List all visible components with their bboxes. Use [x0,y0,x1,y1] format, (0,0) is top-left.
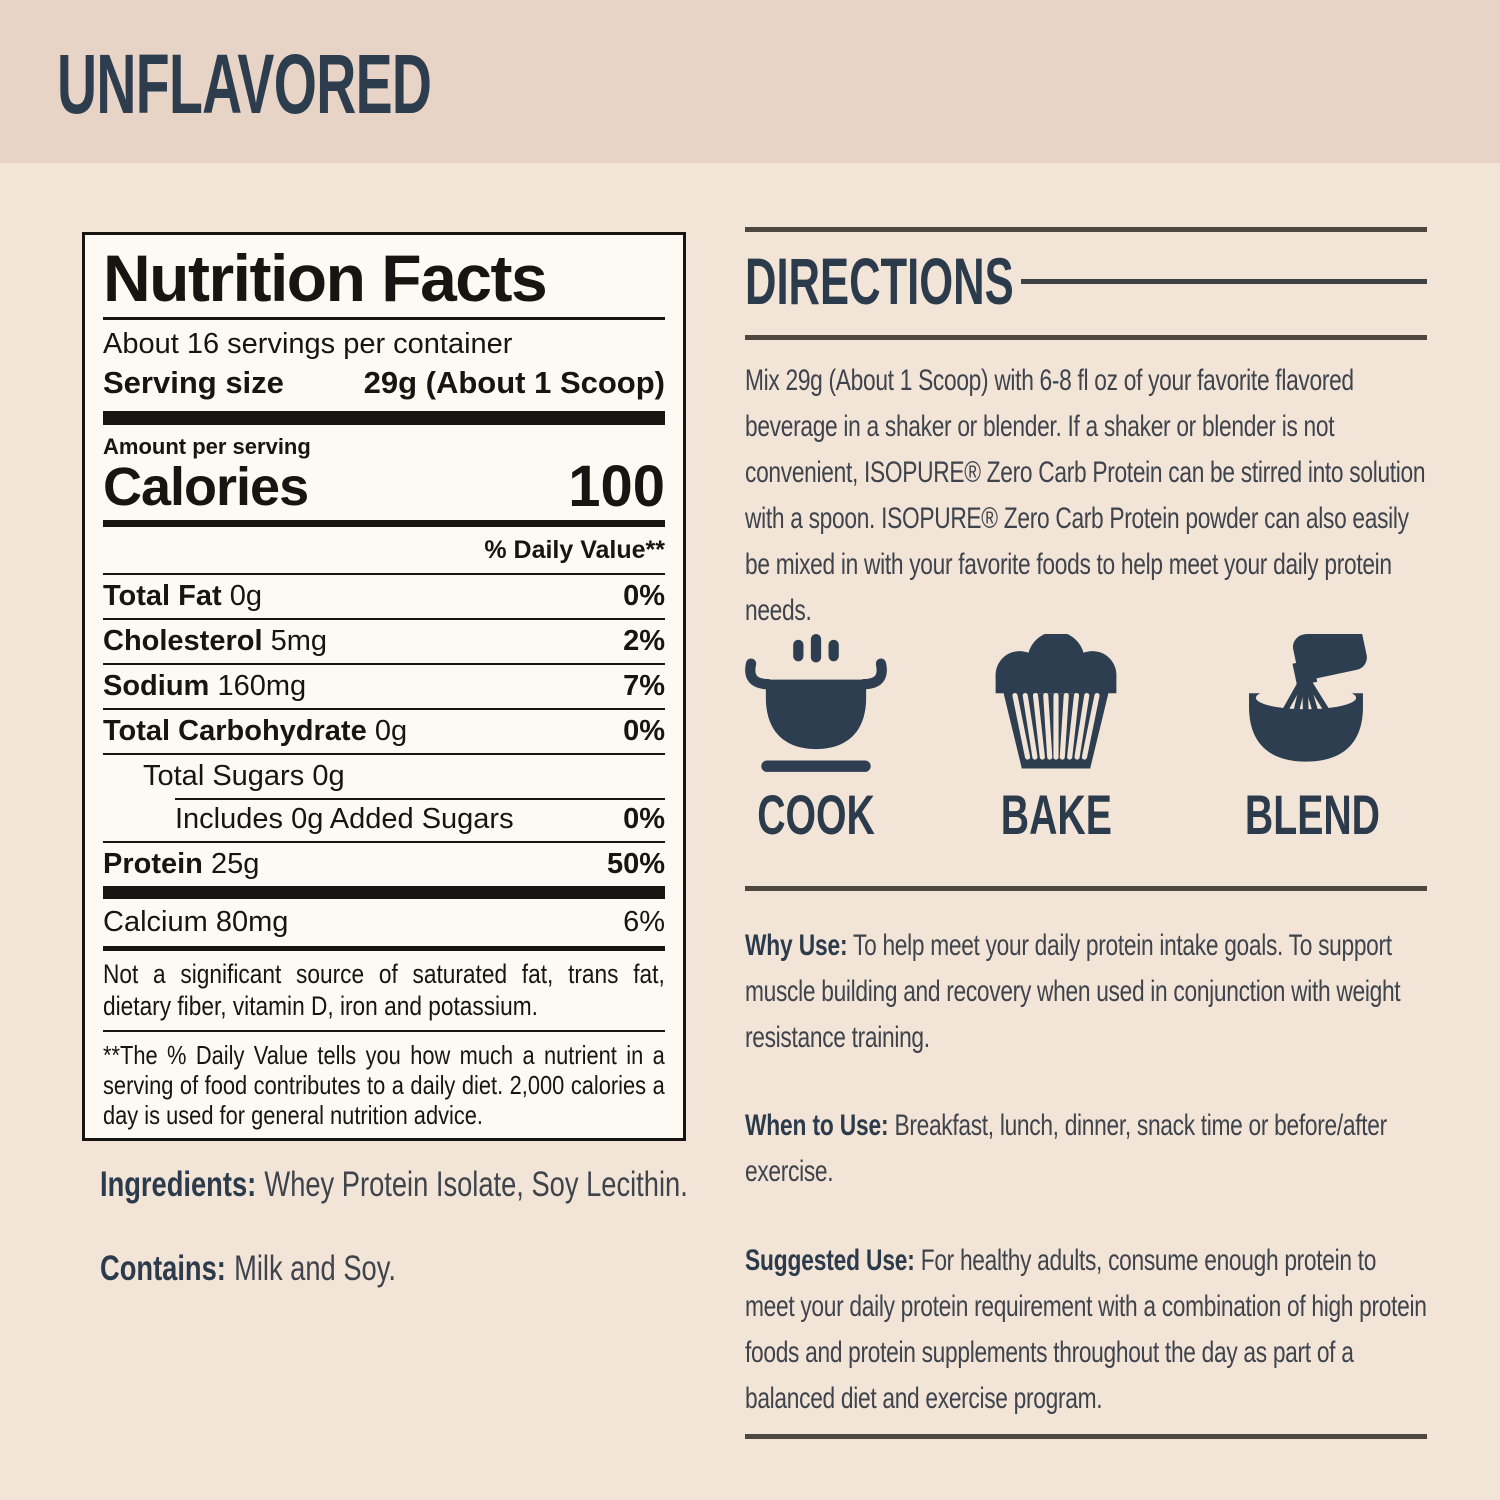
method-blend [1216,634,1396,846]
nutrition-row-cholesterol: Cholesterol 5mg 2% [103,618,665,663]
method-blend-label: BLEND [1244,783,1380,846]
contains-label: Contains: [100,1249,226,1288]
when-to-use-paragraph [745,1103,1427,1195]
nutrition-row-sodium: Sodium 160mg 7% [103,663,665,708]
servings-per-container: About 16 servings per container [103,328,513,360]
why-use-text: To help meet your daily protein intake goals. To support muscle building and recovery when used in conjunction with weight resistance training. [745,929,1401,1054]
method-cook-label: COOK [757,783,875,846]
thick-divider [103,886,665,899]
directions-body: Mix 29g (About 1 Scoop) with 6-8 fl oz of your favorite flavored beverage in a shaker or blender. If a shaker or blender is not convenient, ISOPURE® Zero Carb Protein can be stirred into solution with a spoon. ISOPURE® Zero Carb Protein powder can also easily be mixed in with your favorite foods to help meet your daily protein needs. [745,364,1426,627]
calories-label: Calories [103,457,309,518]
ingredients-label: Ingredients: [100,1165,257,1204]
method-bake-label: BAKE [1000,783,1112,846]
suggested-use-text: For healthy adults, consume enough protein to meet your daily protein requirement with a combination of high protein foods and protein supplements throughout the day as part of a balanced diet and exercise program. [745,1244,1427,1415]
nutrition-facts-title: Nutrition Facts [103,241,547,315]
nutrition-row-calcium: Calcium 80mg 6% [103,906,665,939]
muffin-icon [976,634,1136,773]
nutrition-row-total-carbohydrate: Total Carbohydrate 0g 0% [103,708,665,753]
nutrition-row-total-sugars: Total Sugars 0g [103,753,665,798]
nutrition-row-protein: Protein 25g 50% [103,841,665,886]
nutrition-row-added-sugars: Includes 0g Added Sugars 0% [103,798,665,841]
nutrition-facts-label [82,232,686,1141]
suggested-use-label: Suggested Use: [745,1244,915,1277]
serving-size-row [103,365,665,401]
directions-title-rule [1021,279,1427,284]
significance-footnote: Not a significant source of saturated fat, trans fat, dietary fiber, vitamin D, iron and potassium. [103,959,665,1021]
directions-title-wrap [745,244,1017,318]
directions-header [745,244,1427,318]
divider [745,227,1427,232]
when-to-use-label: When to Use: [745,1109,889,1142]
nutrition-row-total-fat: Total Fat 0g 0% [103,573,665,618]
contains-value: Milk and Soy. [234,1249,396,1288]
serving-size-label: Serving size [103,365,284,401]
flavor-band [0,0,1500,163]
medium-divider [103,520,665,527]
why-use-paragraph [745,923,1427,1061]
divider [745,1434,1427,1439]
contains-note [100,1248,693,1290]
ingredients-note [100,1164,693,1206]
method-cook [726,634,906,846]
daily-value-header: % Daily Value** [484,536,665,565]
why-use-label: Why Use: [745,929,848,962]
suggested-use-paragraph [745,1238,1427,1422]
directions-title: DIRECTIONS [745,244,1014,318]
ingredients-value: Whey Protein Isolate, Soy Lecithin. [264,1165,688,1204]
serving-size-value: 29g (About 1 Scoop) [363,365,665,401]
stand-mixer-icon [1226,634,1386,773]
thick-divider [103,411,665,425]
daily-value-footnote: **The % Daily Value tells you how much a nutrient in a serving of food contributes to a daily diet. 2,000 calories a day is used for general nutrition advice. [103,1039,665,1131]
flavor-title: UNFLAVORED [57,37,432,131]
amount-per-serving-label: Amount per serving [103,433,311,459]
when-to-use-text: Breakfast, lunch, dinner, snack time or before/after exercise. [745,1109,1387,1188]
calories-value: 100 [568,454,665,520]
cooking-pot-icon [736,634,896,773]
calories-row [103,454,665,520]
divider [745,886,1427,891]
divider [103,317,665,320]
method-bake [966,634,1146,846]
divider [745,335,1427,340]
